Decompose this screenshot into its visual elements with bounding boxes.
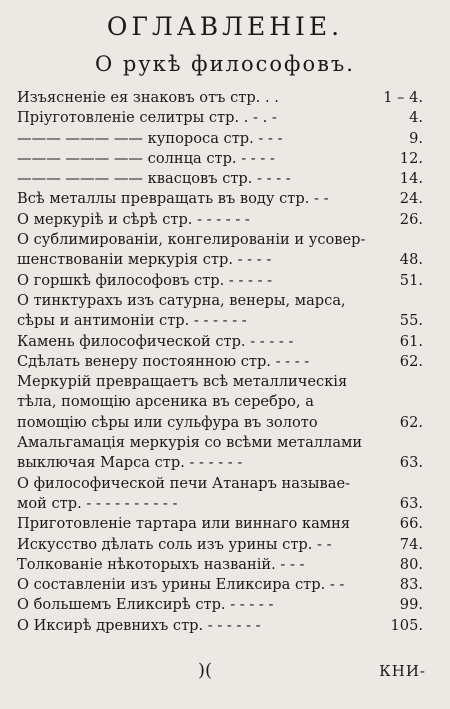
toc-entry-page: 51. (399, 271, 423, 289)
toc-entry-text: Изъясненіе ея знаковъ отъ стр. . . (17, 89, 279, 106)
toc-entry (17, 291, 423, 311)
toc-entry-text: Сдѣлать венеру постоянною стр. - - - - (17, 352, 310, 370)
toc-entry (17, 535, 423, 555)
toc-entry-page: 99. (399, 596, 423, 614)
toc-entry-page: 55. (399, 312, 423, 330)
toc-entry (17, 595, 423, 615)
toc-entry-page: 74. (399, 535, 423, 553)
toc-entry (17, 352, 423, 372)
toc-entry-text: мой стр. - - - - - - - - - - (17, 494, 178, 512)
toc-entry-page: 24. (399, 190, 423, 208)
toc-entry-text: Пріуготовленіе селитры стр. . - . - (17, 109, 277, 127)
toc-entry-text: тѣла, помощію арсеника въ серебро, а (17, 393, 314, 411)
toc-entry (17, 108, 423, 128)
toc-entry-text: ——— ——— —— купороса стр. - - - (17, 129, 283, 147)
toc-entry-page: 26. (399, 210, 423, 228)
toc-entry (17, 311, 423, 331)
toc-entry-page: 9. (409, 129, 423, 147)
toc-entry-text: О горшкѣ философовъ стр. - - - - - (17, 271, 273, 289)
toc-entry-text: Приготовленіе тартара или виннаго камня (17, 515, 351, 533)
toc-entry-page: 62. (399, 413, 423, 431)
toc-entry-page: 66. (399, 515, 423, 533)
toc-entry-page: 1 – 4. (383, 89, 423, 106)
toc-entry-page: 62. (399, 352, 423, 370)
toc-entry-page: 83. (399, 576, 423, 594)
toc-entry (17, 575, 423, 595)
toc-entry (17, 230, 423, 250)
toc-entry-text: О составленіи изъ урины Еликсира стр. - - (17, 576, 345, 594)
toc-entry-text: Искусство дѣлать соль изъ урины стр. - - (17, 535, 332, 553)
page-title: ОГЛАВЛЕНІЕ. (106, 12, 344, 41)
toc-entry (17, 372, 423, 392)
toc-entry (17, 474, 423, 494)
page-footer (0, 660, 450, 684)
toc-entry-page: 12. (399, 149, 423, 167)
toc-entry-page: 80. (399, 555, 423, 573)
toc-entry-text: Камень философической стр. - - - - - (17, 332, 294, 350)
toc-entry-text: О Иксирѣ древнихъ стр. - - - - - - (17, 616, 261, 634)
toc-entry-page: 63. (399, 494, 423, 512)
catchword: КНИ- (379, 662, 426, 680)
toc-entry-text: Всѣ металлы превращать въ воду стр. - - (17, 190, 329, 208)
toc-entry-text: ——— ——— —— квасцовъ стр. - - - - (17, 170, 291, 188)
toc-entry (17, 555, 423, 575)
toc-entry-text: Амальгамація меркурія со всѣми металлами (17, 434, 363, 452)
toc-entry-text: ——— ——— —— солнца стр. - - - - (17, 149, 275, 167)
toc-entry-text: сѣры и антимоніи стр. - - - - - - (17, 312, 247, 330)
toc-entry-text: О тинктурахъ изъ сатурна, венеры, марса, (17, 291, 346, 309)
toc-entry-text: О большемъ Еликсирѣ стр. - - - - - (17, 596, 274, 614)
signature-mark: )( (198, 660, 213, 681)
toc-entry-text: Толкованіе нѣкоторыхъ названій. - - - (17, 555, 305, 573)
toc-entry (17, 210, 423, 230)
toc-entry (17, 129, 423, 149)
toc-entry-text: выключая Марса стр. - - - - - - (17, 454, 243, 472)
toc-entry-page: 14. (399, 170, 423, 188)
toc-entry (17, 149, 423, 169)
toc-entry-page: 61. (399, 332, 423, 350)
toc-entry (17, 433, 423, 453)
toc-entry-page: 4. (409, 109, 423, 127)
toc-entry-page: 48. (399, 251, 423, 269)
toc-entry (17, 88, 423, 108)
toc-entry-text: шенствованіи меркурія стр. - - - - (17, 251, 272, 269)
toc-entry-page: 105. (390, 616, 423, 634)
toc-entry (17, 514, 423, 534)
toc-entry-text: О сублимированіи, конгелированіи и усовер- (17, 231, 366, 249)
toc-entry-page: 63. (399, 454, 423, 472)
section-subtitle: О рукѣ философовъ. (95, 52, 355, 76)
toc-entry (17, 250, 423, 270)
toc-entry (17, 189, 423, 209)
toc-entry-text: О меркуріѣ и сѣрѣ стр. - - - - - - (17, 210, 250, 228)
toc-entry (17, 271, 423, 291)
toc-entry-text: помощію сѣры или сульфура въ золото (17, 413, 318, 431)
table-of-contents (17, 88, 423, 636)
toc-entry (17, 494, 423, 514)
toc-entry (17, 616, 423, 636)
toc-entry-text: Меркурій превращаетъ всѣ металлическія (17, 373, 348, 391)
toc-entry (17, 169, 423, 189)
toc-entry (17, 413, 423, 433)
toc-entry-text: О философической печи Атанаръ называе- (17, 474, 351, 492)
toc-entry (17, 332, 423, 352)
toc-entry (17, 453, 423, 473)
toc-entry (17, 392, 423, 412)
